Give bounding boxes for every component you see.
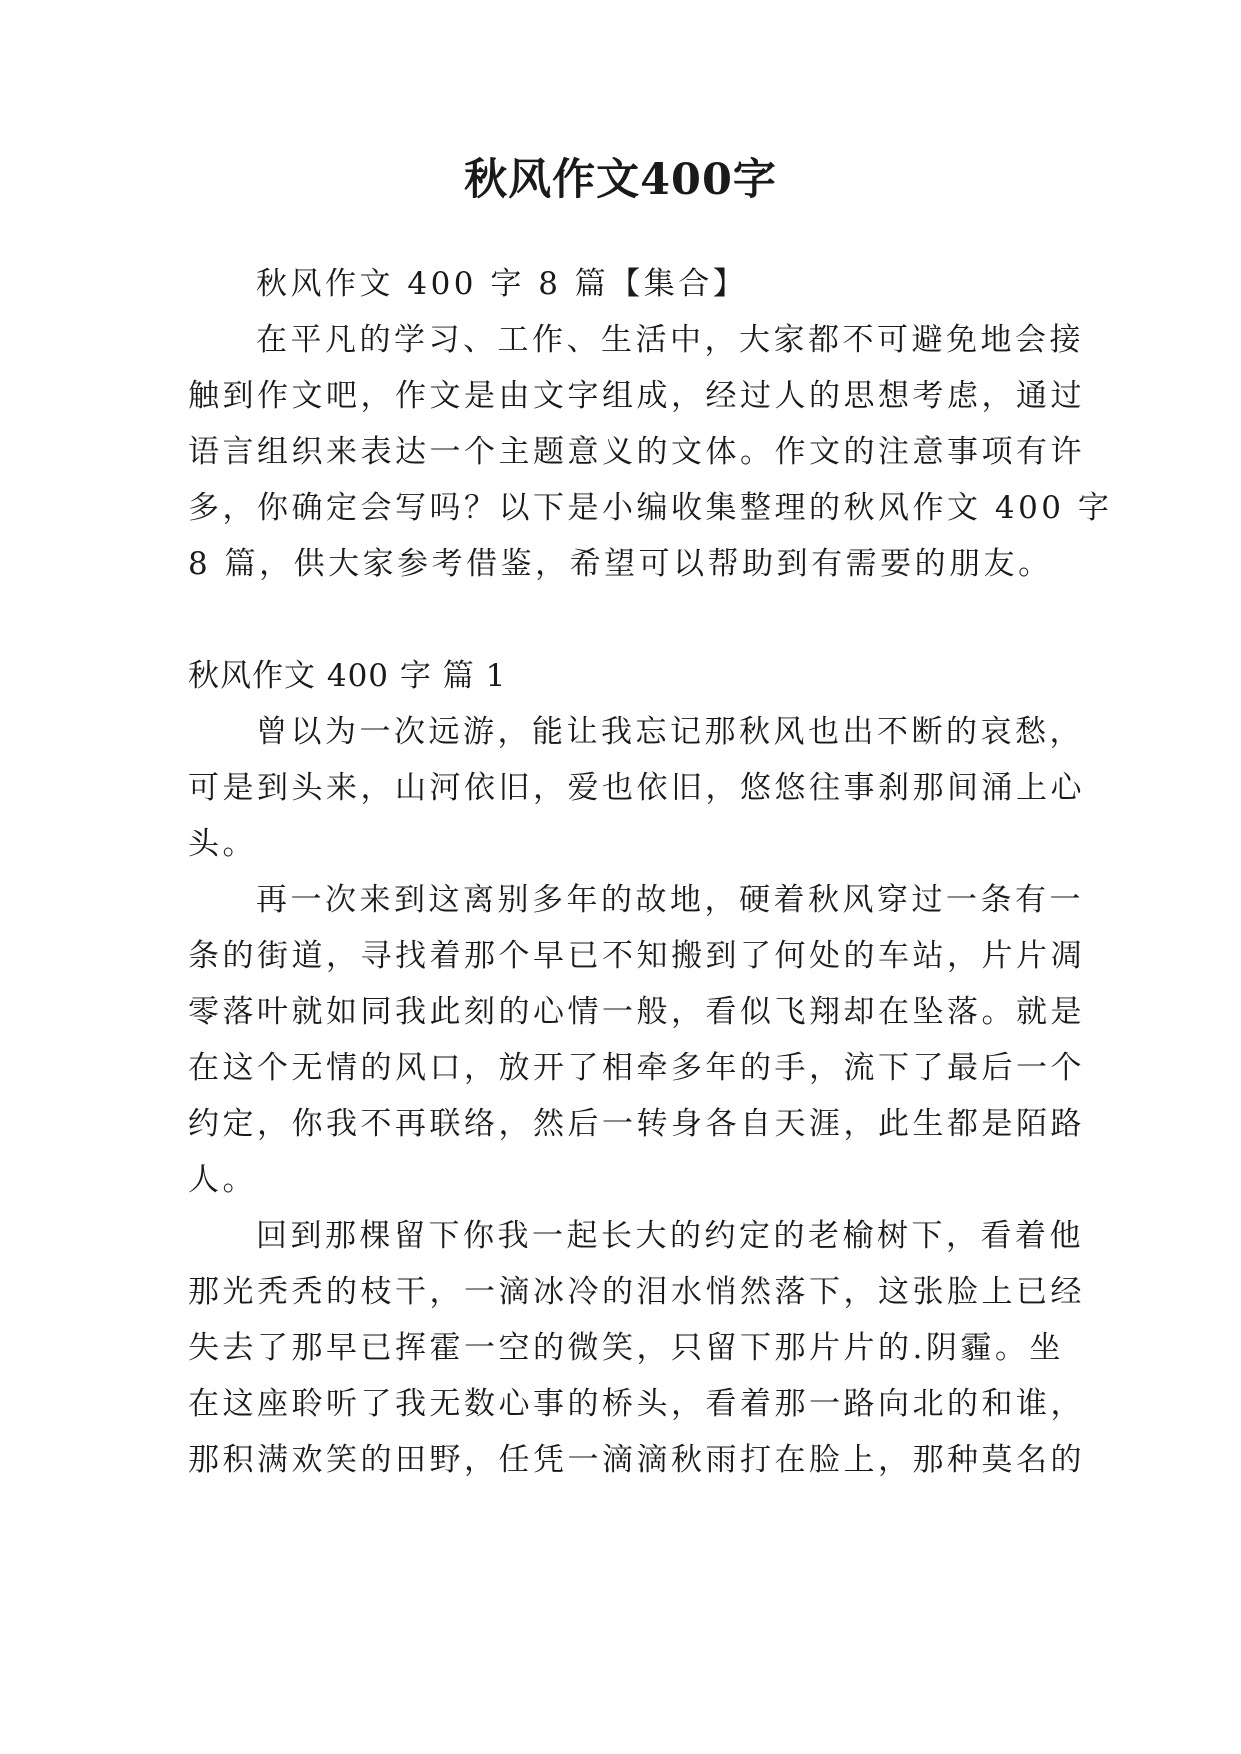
section-heading: 秋风作文 400 字 篇 1	[188, 658, 507, 694]
paragraph-3	[188, 1208, 1085, 1488]
paragraph-line: 零落叶就如同我此刻的心情一般，看似飞翔却在坠落。就是	[188, 994, 1085, 1030]
paragraph-line: 那积满欢笑的田野，任凭一滴滴秋雨打在脸上，那种莫名的	[188, 1442, 1085, 1478]
paragraph-line: 曾以为一次远游，能让我忘记那秋风也出不断的哀愁，	[256, 714, 1084, 750]
intro-line: 在平凡的学习、工作、生活中，大家都不可避免地会接	[256, 322, 1084, 358]
intro-line: 触到作文吧，作文是由文字组成，经过人的思想考虑，通过	[188, 378, 1085, 414]
paragraph-line: 再一次来到这离别多年的故地，硬着秋风穿过一条有一	[256, 882, 1084, 918]
paragraph-line: 那光秃秃的枝干，一滴冰冷的泪水悄然落下，这张脸上已经	[188, 1274, 1085, 1310]
intro-line: 语言组织来表达一个主题意义的文体。作文的注意事项有许	[188, 434, 1085, 470]
paragraph-1	[188, 704, 1085, 872]
paragraph-line: 回到那棵留下你我一起长大的约定的老榆树下，看着他	[256, 1218, 1084, 1254]
paragraph-line: 条的街道，寻找着那个早已不知搬到了何处的车站，片片凋	[188, 938, 1085, 974]
paragraph-line: 在这座聆听了我无数心事的桥头，看着那一路向北的和谁，	[188, 1386, 1085, 1422]
section-spacer	[188, 592, 1068, 648]
paragraph-2	[188, 872, 1085, 1208]
paragraph-line: 人。	[188, 1162, 257, 1198]
paragraph-line: 约定，你我不再联络，然后一转身各自天涯，此生都是陌路	[188, 1106, 1085, 1142]
document-subtitle: 秋风作文 400 字 8 篇【集合】	[256, 266, 748, 302]
intro-line: 多，你确定会写吗？以下是小编收集整理的秋风作文 400 字	[188, 490, 1113, 526]
intro-line: 8 篇，供大家参考借鉴，希望可以帮助到有需要的朋友。	[188, 546, 1053, 582]
paragraph-line: 在这个无情的风口，放开了相牵多年的手，流下了最后一个	[188, 1050, 1085, 1086]
paragraph-line: 头。	[188, 826, 257, 862]
paragraph-line: 可是到头来，山河依旧，爱也依旧，悠悠往事刹那间涌上心	[188, 770, 1085, 806]
document-body	[188, 256, 1113, 1488]
paragraph-line: 失去了那早已挥霍一空的微笑，只留下那片片的.阴霾。坐	[188, 1330, 1064, 1366]
document-title: 秋风作文400字	[464, 155, 777, 205]
intro-paragraph	[188, 312, 1113, 592]
